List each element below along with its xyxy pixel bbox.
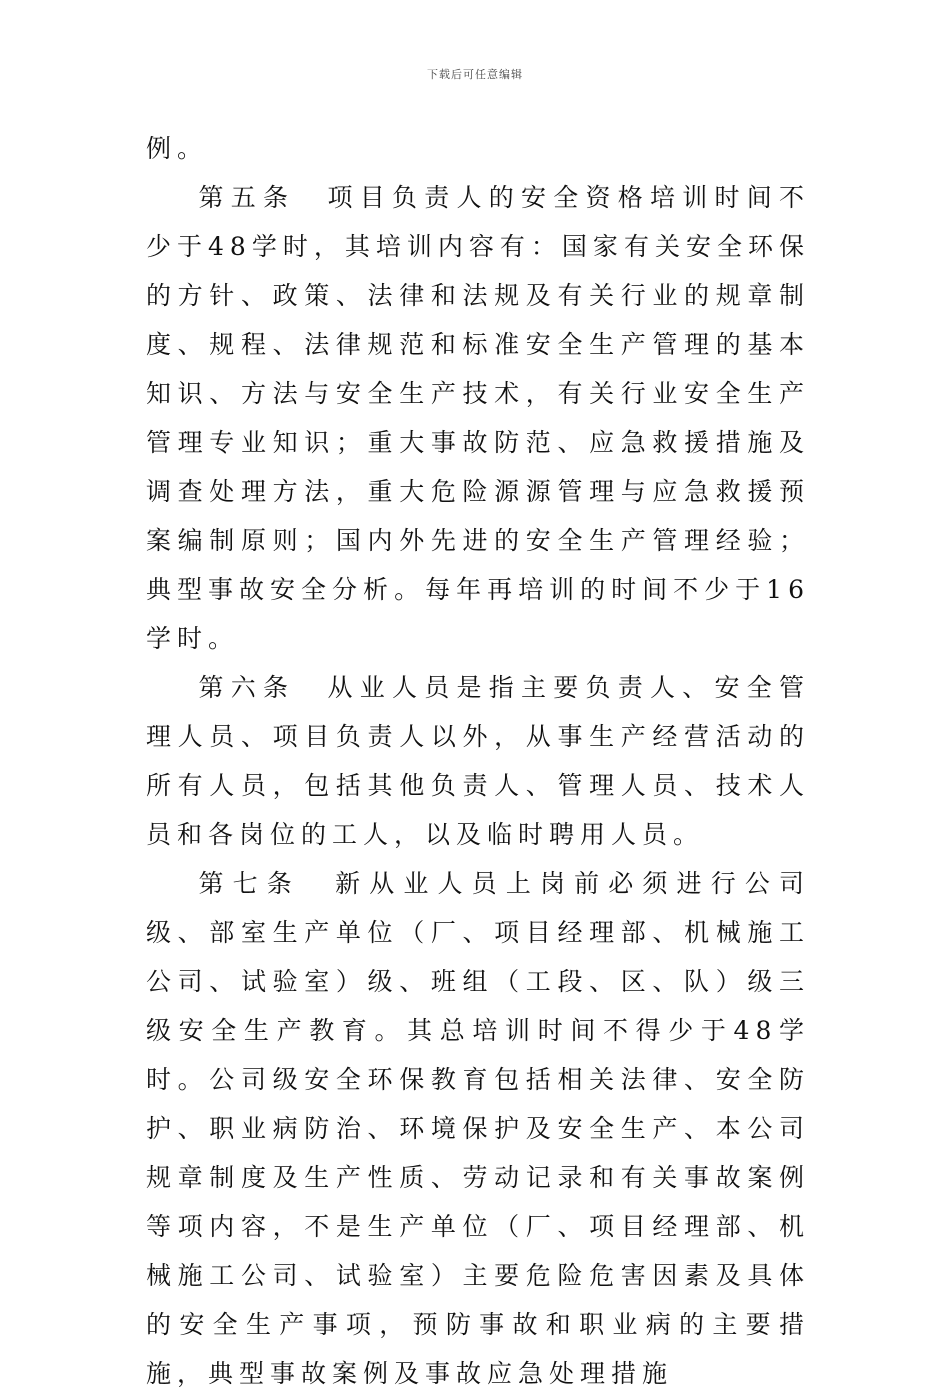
document-body (146, 124, 810, 1398)
paragraph-article-7: 第七条 新从业人员上岗前必须进行公司级、部室生产单位（厂、项目经理部、机械施工公司、试验室）级、班组（工段、区、队）级三级安全生产教育。其总培训时间不得少于48学时。公司级安全环保教育包括相关法律、安全防护、职业病防治、环境保护及安全生产、本公司规章制度及生产性质、劳动记录和有关事故案例等项内容，不是生产单位（厂、项目经理部、机械施工公司、试验室）主要危险危害因素及具体的安全生产事项，预防事故和职业病的主要措施，典型事故案例及事故应急处理措施 (146, 869, 810, 1388)
paragraph-continuation: 例。 (146, 134, 209, 163)
paragraph-article-5: 第五条 项目负责人的安全资格培训时间不少于48学时，其培训内容有：国家有关安全环保的方针、政策、法律和法规及有关行业的规章制度、规程、法律规范和标准安全生产管理的基本知识、方法与安全生产技术，有关行业安全生产管理专业知识；重大事故防范、应急救援措施及调查处理方法，重大危险源源管理与应急救援预案编制原则；国内外先进的安全生产管理经验；典型事故安全分析。每年再培训的时间不少于16学时。 (146, 183, 810, 653)
paragraph-article-6: 第六条 从业人员是指主要负责人、安全管理人员、项目负责人以外，从事生产经营活动的所有人员，包括其他负责人、管理人员、技术人员和各岗位的工人，以及临时聘用人员。 (146, 673, 810, 849)
page-header-note: 下载后可任意编辑 (427, 68, 523, 81)
